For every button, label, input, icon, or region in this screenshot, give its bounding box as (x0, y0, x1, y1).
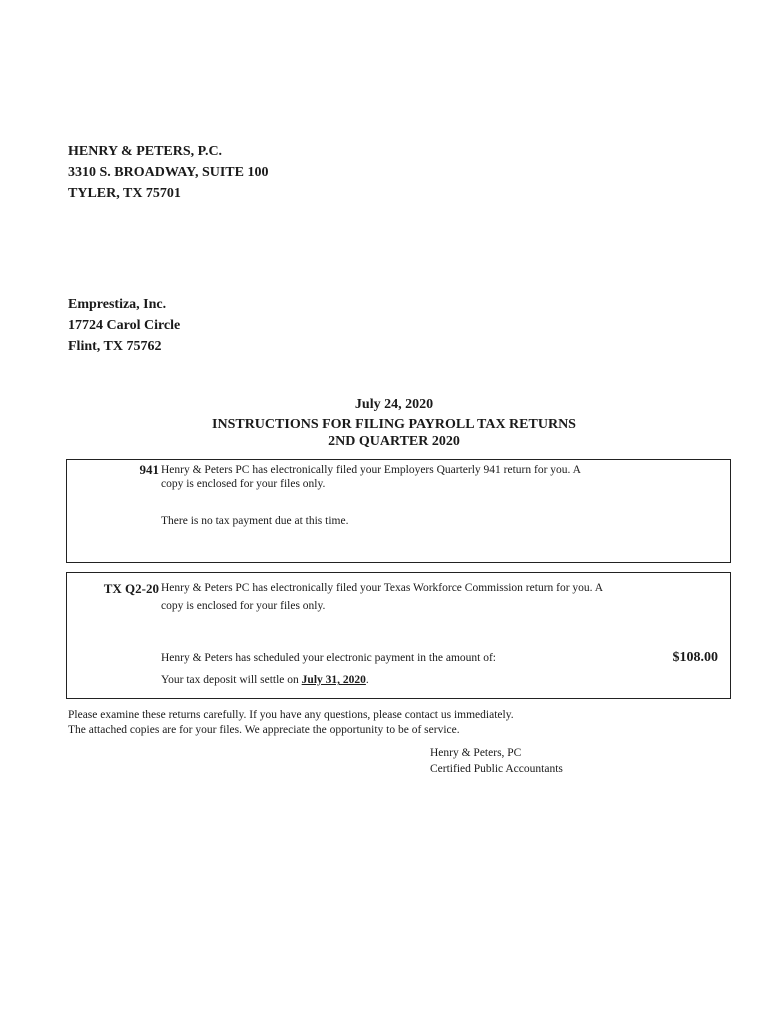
client-street: 17724 Carol Circle (68, 318, 181, 333)
section-tx-line1: Henry & Peters PC has electronically filed your Texas Workforce Commission return for you. A (161, 582, 604, 594)
section-941-box (66, 459, 731, 563)
signature-name: Henry & Peters, PC (430, 747, 522, 759)
section-tx-box (66, 572, 731, 699)
section-941-label: 941 (139, 462, 159, 477)
firm-street: 3310 S. BROADWAY, SUITE 100 (68, 165, 269, 180)
section-tx-line2: copy is enclosed for your files only. (161, 600, 326, 612)
document-title: INSTRUCTIONS FOR FILING PAYROLL TAX RETURNS (212, 417, 576, 432)
section-tx-payment-text: Henry & Peters has scheduled your electronic payment in the amount of: (161, 652, 496, 664)
section-941-line3: There is no tax payment due at this time. (161, 515, 349, 527)
settle-date: July 31, 2020 (301, 674, 366, 686)
settle-prefix: Your tax deposit will settle on (161, 674, 302, 686)
footer-line2: The attached copies are for your files. We appreciate the opportunity to be of service. (68, 724, 460, 736)
firm-city: TYLER, TX 75701 (68, 186, 181, 201)
footer-line1: Please examine these returns carefully. If you have any questions, please contact us immediately. (68, 709, 514, 721)
section-tx-label: TX Q2-20 (103, 581, 159, 596)
letter-date: July 24, 2020 (354, 397, 434, 412)
client-city: Flint, TX 75762 (68, 339, 162, 354)
payment-amount: $108.00 (672, 650, 718, 665)
section-tx-settle-line (161, 673, 369, 688)
section-941-line1: Henry & Peters PC has electronically filed your Employers Quarterly 941 return for you. A (161, 464, 581, 476)
signature-title: Certified Public Accountants (430, 763, 563, 775)
document-subtitle: 2ND QUARTER 2020 (328, 434, 460, 449)
client-name: Emprestiza, Inc. (68, 297, 167, 312)
firm-name: HENRY & PETERS, P.C. (68, 144, 223, 159)
section-941-line2: copy is enclosed for your files only. (161, 478, 326, 490)
settle-suffix: . (365, 674, 369, 686)
